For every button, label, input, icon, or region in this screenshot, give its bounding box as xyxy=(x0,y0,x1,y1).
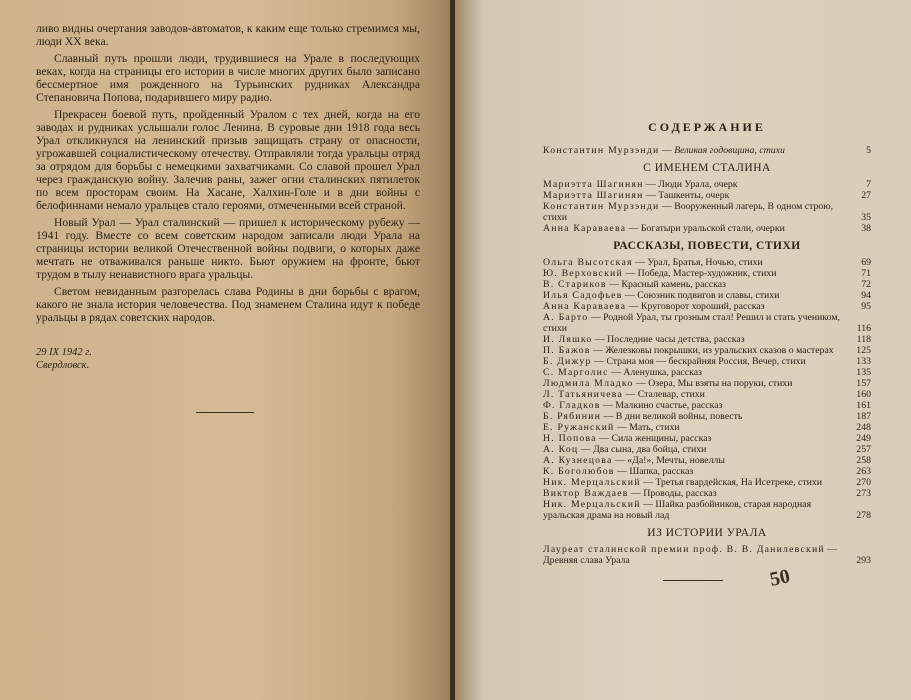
toc-entry[interactable]: И. Ляшко — Последние часы детства, рассказ 118 xyxy=(543,334,871,345)
toc-work: Шапка, рассказ xyxy=(629,466,694,477)
toc-entry[interactable]: Ф. Гладков — Малкино счастье, рассказ 161 xyxy=(543,400,871,411)
toc-author: А. Кузнецова xyxy=(543,455,613,466)
toc-entry[interactable]: А. Коц — Два сына, два бойца, стихи 257 xyxy=(543,444,871,455)
toc-page: 157 xyxy=(856,378,871,389)
toc-entry[interactable]: Мариэтта Шагинян — Ташкенты, очерк 27 xyxy=(543,190,871,201)
toc-entry[interactable]: Илья Садофьев — Союзник подвигов и славы, стихи 94 xyxy=(543,290,871,301)
left-page xyxy=(0,0,452,700)
right-page xyxy=(455,0,911,700)
toc-entry[interactable]: Ник. Мерцальский — Шайка разбойников, старая народная уральская драма на новый лад 278 xyxy=(543,499,871,521)
toc-page: 71 xyxy=(861,268,871,279)
toc-author: Анна Караваева xyxy=(543,223,627,234)
toc-author: Константин Мурзэнди xyxy=(543,201,660,212)
toc-author: С. Марголис xyxy=(543,367,609,378)
toc-page: 258 xyxy=(856,455,871,466)
toc-page: 161 xyxy=(856,400,871,411)
toc-page: 35 xyxy=(861,212,871,223)
toc-page: 270 xyxy=(856,477,871,488)
toc-page: 5 xyxy=(866,145,871,156)
toc-entry[interactable]: А. Барто — Родной Урал, ты грозным стал! Решил и стать учеником, стихи 116 xyxy=(543,312,871,334)
date-signature: 29 IX 1942 г. xyxy=(36,347,92,358)
toc-entry[interactable]: Л. Татьяничева — Сталевар, стихи 160 xyxy=(543,389,871,400)
toc-page: 278 xyxy=(856,510,871,521)
toc-work: Родной Урал, ты грозным стал! Решил и стать учеником, стихи xyxy=(543,312,840,334)
toc-author: Лауреат сталинской премии проф. В. В. Данилевский xyxy=(543,544,825,555)
toc-work: В дни великой войны, повесть xyxy=(615,411,743,422)
toc-page: 95 xyxy=(861,301,871,312)
toc-section-heading: РАССКАЗЫ, ПОВЕСТИ, СТИХИ xyxy=(613,240,801,252)
toc-work: Сталевар, стихи xyxy=(637,389,705,400)
toc-entry[interactable]: Виктор Важдаев — Проводы, рассказ 273 xyxy=(543,488,871,499)
toc-author: Ник. Мерцальский xyxy=(543,499,641,510)
toc-author: И. Ляшко xyxy=(543,334,593,345)
toc-page: 133 xyxy=(856,356,871,367)
toc-author: Ю. Верховский xyxy=(543,268,623,279)
toc-page: 135 xyxy=(856,367,871,378)
divider xyxy=(196,412,254,413)
toc-work: Богатыри уральской стали, очерки xyxy=(640,223,785,234)
toc-page: 273 xyxy=(856,488,871,499)
toc-work: Малкино счастье, рассказ xyxy=(615,400,723,411)
toc-page: 38 xyxy=(861,223,871,234)
toc-work: Урал, Братья, Ночью, стихи xyxy=(647,257,763,268)
toc-page: 187 xyxy=(856,411,871,422)
toc-page: 72 xyxy=(861,279,871,290)
toc-author: Е. Ружанский xyxy=(543,422,615,433)
toc-entry[interactable]: Константин Мурзэнди — Вооруженный лагерь, В одном строю, стихи 35 xyxy=(543,201,871,223)
toc-work: Два сына, два бойца, стихи xyxy=(593,444,707,455)
toc-work: Озера, Мы взяты на поруки, стихи xyxy=(648,378,793,389)
toc-entry[interactable]: Б. Дижур — Страна моя — бескрайняя Россия, Вечер, стихи 133 xyxy=(543,356,871,367)
toc-author: Л. Татьяничева xyxy=(543,389,624,400)
paragraph: ливо видны очертания заводов-автоматов, к каким еще только стремимся мы, люди XX века. xyxy=(36,22,420,48)
toc-entry[interactable]: Лауреат сталинской премии проф. В. В. Данилевский — Древняя слава Урала 293 xyxy=(543,544,871,566)
toc-author: А. Коц xyxy=(543,444,579,455)
toc-work: Древняя слава Урала xyxy=(543,555,630,566)
toc-page: 125 xyxy=(856,345,871,356)
toc-author: Б. Рябинин xyxy=(543,411,602,422)
toc-section-heading: ИЗ ИСТОРИИ УРАЛА xyxy=(647,527,767,539)
toc-entry[interactable]: Н. Попова — Сила женщины, рассказ 249 xyxy=(543,433,871,444)
toc-entry[interactable]: Мариэтта Шагинян — Люди Урала, очерк 7 xyxy=(543,179,871,190)
toc-author: Константин Мурзэнди xyxy=(543,145,660,156)
toc-page: 118 xyxy=(856,334,871,345)
toc-page: 248 xyxy=(856,422,871,433)
toc-author: Виктор Важдаев xyxy=(543,488,629,499)
toc-work: Страна моя — бескрайняя Россия, Вечер, стихи xyxy=(606,356,806,367)
toc-sections xyxy=(543,162,871,566)
toc-work: Круговорот хороший, рассказ xyxy=(640,301,765,312)
toc-page: 27 xyxy=(861,190,871,201)
toc-entry[interactable]: К. Боголюбов — Шапка, рассказ 263 xyxy=(543,466,871,477)
toc-title: СОДЕРЖАНИЕ xyxy=(648,120,766,134)
toc-entry[interactable]: Анна Караваева — Богатыри уральской стали, очерки 38 xyxy=(543,223,871,234)
toc-author: Н. Попова xyxy=(543,433,597,444)
toc-author: Людмила Младко xyxy=(543,378,634,389)
toc-author: Ольга Высотская xyxy=(543,257,633,268)
toc-work: Союзник подвигов и славы, стихи xyxy=(637,290,780,301)
handwritten-mark: 50 xyxy=(767,565,792,591)
toc-entry[interactable]: В. Стариков — Красный камень, рассказ 72 xyxy=(543,279,871,290)
toc-work: Последние часы детства, рассказ xyxy=(607,334,745,345)
toc-author: А. Барто xyxy=(543,312,589,323)
toc-work: Люди Урала, очерк xyxy=(658,179,738,190)
toc-work: Вооруженный лагерь, В одном строю, стихи xyxy=(543,201,834,223)
toc-entry[interactable]: А. Кузнецова — «Да!», Мечты, новеллы 258 xyxy=(543,455,871,466)
toc-work: Аленушка, рассказ xyxy=(623,367,702,378)
toc-work: Великая годовщина, стихи xyxy=(674,145,785,156)
toc-author: К. Боголюбов xyxy=(543,466,615,477)
paragraph: Новый Урал — Урал сталинский — пришел к историческому рубежу — 1941 году. Вместе со всем советским народом записали люди Урала на страницы истории великой Отечественной войны подвиги, о которых даже мечтать не отваживался раньше никто. Бьют оружием на фронте, бьют трудом в тылу ненавистного врага уральцы. xyxy=(36,216,420,281)
toc-page: 257 xyxy=(856,444,871,455)
toc-author: Илья Садофьев xyxy=(543,290,623,301)
toc-entry[interactable]: Е. Ружанский — Мать, стихи 248 xyxy=(543,422,871,433)
toc-work: Третья гвардейская, На Исетреке, стихи xyxy=(655,477,823,488)
toc-entry[interactable]: Ю. Верховский — Победа, Мастер-художник, стихи 71 xyxy=(543,268,871,279)
toc-entry[interactable]: П. Бажов — Железковы покрышки, из уральских сказов о мастерах 125 xyxy=(543,345,871,356)
toc-author: Ник. Мерцальский xyxy=(543,477,641,488)
toc-author: Мариэтта Шагинян xyxy=(543,190,644,201)
toc-work: Победа, Мастер-художник, стихи xyxy=(637,268,777,279)
toc-section-heading: С ИМЕНЕМ СТАЛИНА xyxy=(643,162,771,174)
toc-work: Проводы, рассказ xyxy=(643,488,717,499)
toc-page: 249 xyxy=(856,433,871,444)
toc-entry[interactable]: Константин Мурзэнди — Великая годовщина, стихи 5 xyxy=(543,145,871,156)
toc-author: П. Бажов xyxy=(543,345,591,356)
toc-work: Ташкенты, очерк xyxy=(658,190,730,201)
toc-author: Ф. Гладков xyxy=(543,400,601,411)
toc-author: Анна Караваева xyxy=(543,301,627,312)
toc-work: Сила женщины, рассказ xyxy=(611,433,712,444)
toc-entry[interactable]: Анна Караваева — Круговорот хороший, рассказ 95 xyxy=(543,301,871,312)
toc-work: Железковы покрышки, из уральских сказов о мастерах xyxy=(605,345,834,356)
paragraph: Прекрасен боевой путь, пройденный Уралом с тех дней, когда на его заводах и рудниках услышали голос Ленина. В суровые дни 1918 года весь Урал откликнулся на ленинский призыв защищать страну от опасности, угрожавшей социалистическому отечеству. Отправляли тогда уральцы отряд за отрядом для борьбы с немецкими захватчиками. Со славой прошел Урал через гражданскую войну. Залечив раны, зажег огни сталинских пятилеток по всем просторам своим. На Хасане, Халхин-Голе и в дни войны с белофиннами немало уральцев стало героями, отмеченными всей страной. xyxy=(36,108,420,212)
toc-entry[interactable]: Ник. Мерцальский — Третья гвардейская, На Исетреке, стихи 270 xyxy=(543,477,871,488)
toc-work: Красный камень, рассказ xyxy=(621,279,726,290)
paragraph: Светом невиданным разгорелась слава Родины в дни борьбы с врагом, какого не знала история человечества. Под знаменем Сталина идут к победе уральцы в рядах советских народов. xyxy=(36,285,420,324)
paragraph: Славный путь прошли люди, трудившиеся на Урале в последующих веках, когда на страницы его истории в числе многих других было записано бессмертное имя рожденного на Турьинских рудниках Александра Степановича Попова, подарившего миру радио. xyxy=(36,52,420,104)
toc-work: «Да!», Мечты, новеллы xyxy=(627,455,726,466)
toc-entry[interactable]: Ольга Высотская — Урал, Братья, Ночью, стихи 69 xyxy=(543,257,871,268)
toc-entry[interactable]: Б. Рябинин — В дни великой войны, повесть 187 xyxy=(543,411,871,422)
place-signature: Свердловск. xyxy=(36,360,90,371)
toc-author: Б. Дижур xyxy=(543,356,592,367)
toc-entry[interactable]: С. Марголис — Аленушка, рассказ 135 xyxy=(543,367,871,378)
toc-page: 7 xyxy=(866,179,871,190)
toc-page: 116 xyxy=(856,323,871,334)
toc-page: 293 xyxy=(856,555,871,566)
toc-page: 94 xyxy=(861,290,871,301)
toc-work: Шайка разбойников, старая народная уральская драма на новый лад xyxy=(543,499,812,521)
divider xyxy=(663,580,723,581)
toc-page: 160 xyxy=(856,389,871,400)
toc-author: В. Стариков xyxy=(543,279,607,290)
toc-author: Мариэтта Шагинян xyxy=(543,179,644,190)
toc-page: 263 xyxy=(856,466,871,477)
toc-work: Мать, стихи xyxy=(629,422,680,433)
toc-page: 69 xyxy=(861,257,871,268)
toc-entry[interactable]: Людмила Младко — Озера, Мы взяты на поруки, стихи 157 xyxy=(543,378,871,389)
